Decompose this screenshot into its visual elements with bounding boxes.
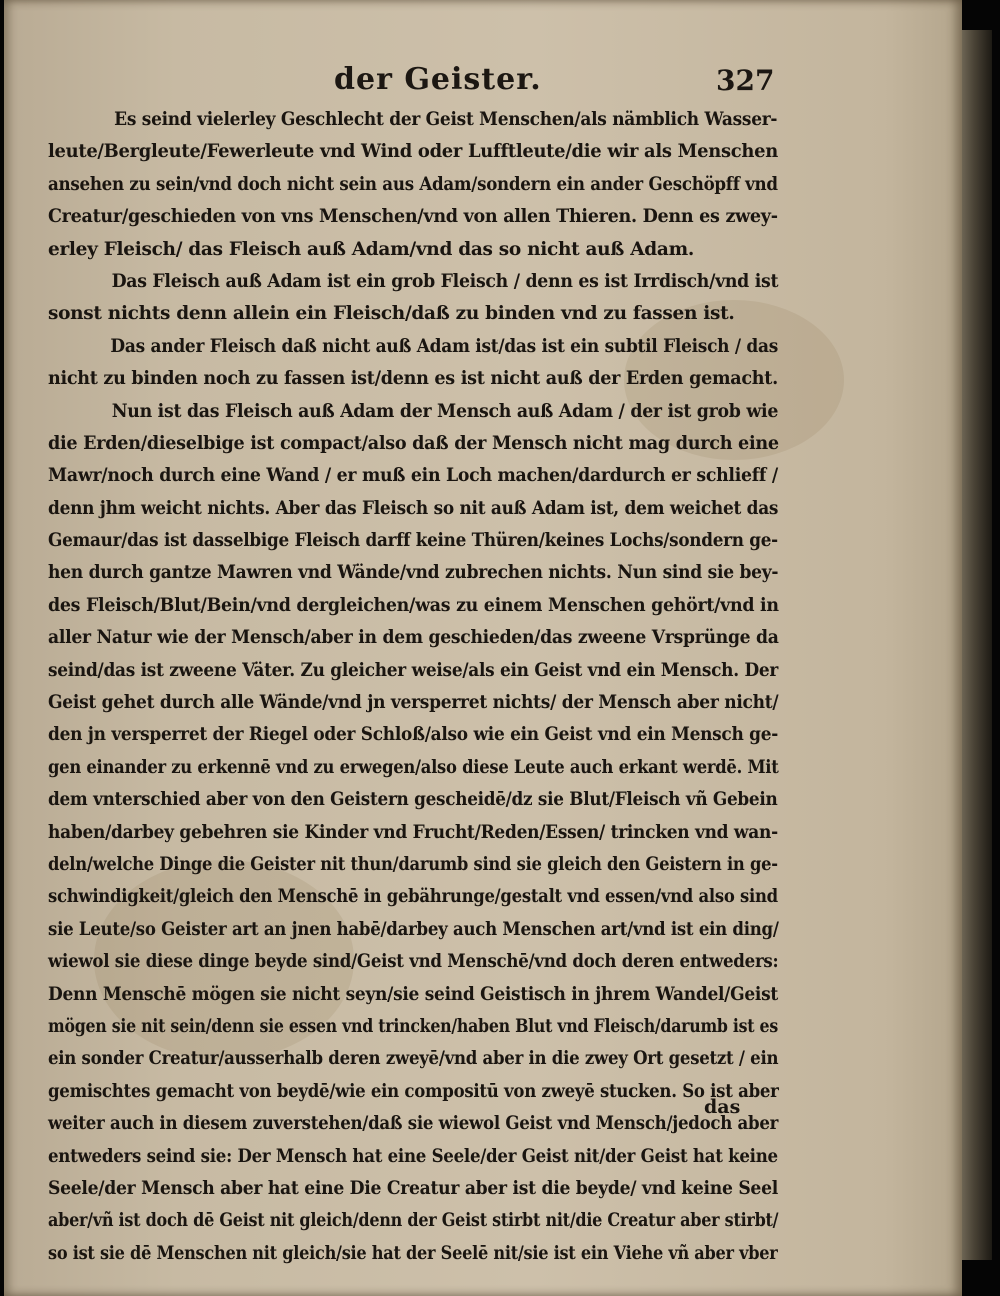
text-line: haben/darbey gebehren sie Kinder vnd Frucht/Reden/Essen/ trincken vnd wan- <box>48 821 778 843</box>
text-line: aller Natur wie der Mensch/aber in dem geschieden/das zweene Vrsprünge da <box>48 627 779 649</box>
text-line: Es seind vielerley Geschlecht der Geist Menschen/als nämblich Wasser- <box>114 109 778 130</box>
text-line: sonst nichts denn allein ein Fleisch/daß zu binden vnd zu fassen ist. <box>48 303 735 325</box>
text-line: leute/Bergleute/Fewerleute vnd Wind oder Lufftleute/die wir als Menschen <box>48 141 778 163</box>
text-line: weiter auch in diesem zuverstehen/daß sie wiewol Geist vnd Mensch/jedoch aber <box>48 1113 779 1135</box>
text-line: Geist gehet durch alle Wände/vnd jn versperret nichts/ der Mensch aber nicht/ <box>48 692 779 714</box>
text-line: deln/welche Dinge die Geister nit thun/darumb sind sie gleich den Geistern in ge- <box>48 853 778 875</box>
text-line: Creatur/geschieden von vns Menschen/vnd von allen Thieren. Denn es zwey- <box>48 206 778 228</box>
text-line: Seele/der Mensch aber hat eine Die Creatur aber ist die beyde/ vnd keine Seel <box>48 1177 778 1199</box>
text-line: erley Fleisch/ das Fleisch auß Adam/vnd das so nicht auß Adam. <box>48 238 695 260</box>
text-line: des Fleisch/Blut/Bein/vnd dergleichen/was zu einem Menschen gehört/vnd in <box>48 594 779 616</box>
text-line: mögen sie nit sein/denn sie essen vnd trincken/haben Blut vnd Fleisch/darumb ist es <box>48 1015 778 1037</box>
text-line: den jn versperret der Riegel oder Schloß/also wie ein Geist vnd ein Mensch ge- <box>48 724 779 746</box>
text-line: Das ander Fleisch daß nicht auß Adam ist/das ist ein subtil Fleisch / das <box>110 335 779 357</box>
text-line: Nun ist das Fleisch auß Adam der Mensch auß Adam / der ist grob wie <box>111 400 779 422</box>
text-line: die Erden/dieselbige ist compact/also daß der Mensch nicht mag durch eine <box>48 432 779 454</box>
page-edge-shadow <box>962 30 992 1260</box>
text-line: ansehen zu sein/vnd doch nicht sein aus Adam/sondern ein ander Geschöpff vnd <box>48 173 778 195</box>
book-page <box>4 0 962 1296</box>
text-line: sie Leute/so Geister art an jnen habē/darbey auch Menschen art/vnd ist ein ding/ <box>48 918 779 940</box>
page-number: 327 <box>716 64 775 97</box>
running-head: der Geister. <box>334 62 542 97</box>
text-line: hen durch gantze Mawren vnd Wände/vnd zubrechen nichts. Nun sind sie bey- <box>48 562 779 584</box>
text-line: Denn Menschē mögen sie nicht seyn/sie seind Geistisch in jhrem Wandel/Geist <box>48 983 778 1005</box>
text-line: gen einander zu erkennē vnd zu erwegen/also diese Leute auch erkant werdē. Mit <box>48 756 779 778</box>
text-line: ein sonder Creatur/ausserhalb deren zweyē/vnd aber in die zwey Ort gesetzt / ein <box>48 1048 779 1070</box>
body-text <box>48 104 778 1270</box>
text-line: nicht zu binden noch zu fassen ist/denn es ist nicht auß der Erden gemacht. <box>48 368 778 390</box>
text-line: entweders seind sie: Der Mensch hat eine Seele/der Geist nit/der Geist hat keine <box>48 1145 778 1167</box>
text-line: seind/das ist zweene Väter. Zu gleicher weise/als ein Geist vnd ein Mensch. Der <box>48 659 779 681</box>
text-line: dem vnterschied aber von den Geistern gescheidē/dz sie Blut/Fleisch vñ Gebein <box>48 789 778 811</box>
text-line: Gemaur/das ist dasselbige Fleisch darff keine Thüren/keines Lochs/sondern ge- <box>48 530 778 552</box>
text-line: so ist sie dē Menschen nit gleich/sie hat der Seelē nit/sie ist ein Viehe vñ aber vber <box>48 1242 778 1264</box>
text-line: Mawr/noch durch eine Wand / er muß ein Loch machen/dardurch er schlieff / <box>48 465 778 487</box>
text-line: schwindigkeit/gleich den Menschē in gebährunge/gestalt vnd essen/vnd also sind <box>48 886 778 908</box>
text-line: wiewol sie diese dinge beyde sind/Geist vnd Menschē/vnd doch deren entweders: <box>48 951 779 973</box>
text-line: denn jhm weicht nichts. Aber das Fleisch so nit auß Adam ist, dem weichet das <box>48 497 779 519</box>
text-line: Das Fleisch auß Adam ist ein grob Fleisch / denn es ist Irrdisch/vnd ist <box>111 270 779 292</box>
catchword: das <box>704 1096 741 1118</box>
text-line: aber/vñ ist doch dē Geist nit gleich/denn der Geist stirbt nit/die Creatur aber stirbt/ <box>48 1210 779 1232</box>
text-line: gemischtes gemacht von beydē/wie ein compositū von zweyē stucken. So ist aber <box>48 1080 779 1102</box>
